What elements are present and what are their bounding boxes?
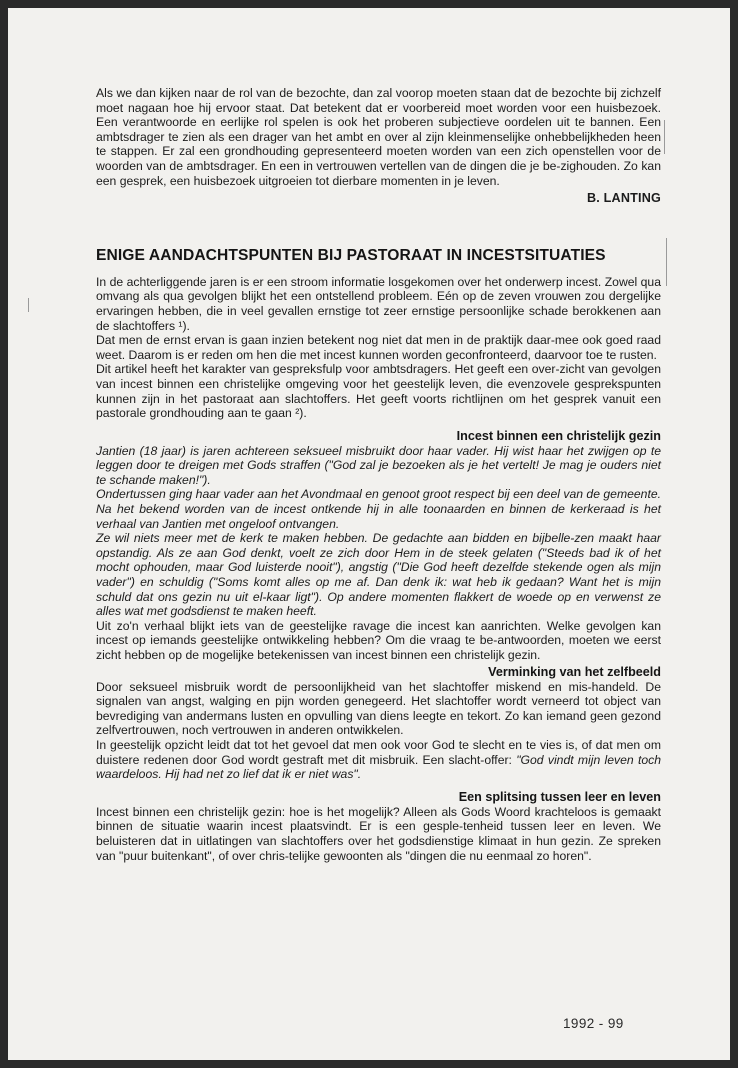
author-signature: B. LANTING [586, 191, 661, 206]
article-paragraph [96, 738, 661, 782]
article-paragraph: Dat men de ernst ervan is gaan inzien betekent nog niet dat men in de praktijk daar-mee ook goed raad weet. Daarom is er reden om hen die met incest kunnen worden geconfronteerd, daarvoor toe te rusten. [96, 333, 661, 362]
margin-mark [666, 238, 667, 286]
case-paragraph: Ondertussen ging haar vader aan het Avondmaal en genoot groot respect bij een deel van de gemeente. Na het bekend worden van de incest ontkende hij in alle toonaarden en binnen de kerkeraad is het verhaal van Jantien met ongeloof ontvangen. [96, 487, 661, 531]
margin-mark [28, 298, 29, 312]
article-paragraph: Door seksueel misbruik wordt de persoonlijkheid van het slachtoffer miskend en mis-handeld. De signalen van angst, walging en pijn worden genegeerd. Het slachtoffer wordt verneerd tot object van bevrediging van andermans lusten en opvulling van diens leegte en tekort. Zo kan iemand geen gezond zelfvertrouwen, noch vertrouwen in anderen ontwikkelen. [96, 679, 661, 738]
victim-quote: "God vindt mijn leven toch waardeloos. Hij had net zo lief dat ik er niet was". [96, 752, 661, 782]
case-paragraph: Ze wil niets meer met de kerk te maken hebben. De gedachte aan bidden en bijbelle-zen maakt haar opstandig. Als ze aan God denkt, voelt ze zich door Hem in de steek gelaten ("Steeds bad ik of het mocht ophouden, maar God luisterde nooit"), angstig ("Die God heeft dezelfde stekende ogen als mijn vader") en schuldig ("Soms komt alles op me af. Dan denk ik: wat heb ik gedaan? Want het is mijn schuld dat ons gezin nu uit el-kaar ligt"). Op andere momenten flakkert de woede op en verwenst ze alles wat met godsdienst te maken heeft. [96, 531, 661, 619]
article-title: ENIGE AANDACHTSPUNTEN BIJ PASTORAAT IN INCESTSITUATIES [96, 246, 606, 264]
article-paragraph: In de achterliggende jaren is er een stroom informatie losgekomen over het onderwerp incest. Zowel qua omvang als qua gevolgen blijkt het een ontstellend probleem. Eén op de zeven vrouwen zou dergelijke ervaringen hebben, die in veel gevallen ernstige tot zeer ernstige persoonlijke schade berokkenen aan de slachtoffers ¹). [96, 274, 661, 333]
page-number: 1992 - 99 [563, 1016, 624, 1031]
section-heading: Verminking van het zelfbeeld [488, 664, 661, 679]
margin-mark [664, 120, 665, 154]
article-paragraph: Uit zo'n verhaal blijkt iets van de geestelijke ravage die incest kan aanrichten. Welke gevolgen kan incest op iemands geestelijke ontwikkeling hebben? Om die vraag te be-antwoorden, moeten we eerst zicht hebben op de mogelijke betekenissen van incest binnen een christelijk gezin. [96, 618, 661, 662]
article-paragraph: Dit artikel heeft het karakter van gespreksfulp voor ambtsdragers. Het geeft een over-zicht van gevolgen van incest binnen een christelijke omgeving voor het geestelijk leven, die evenzovele gesprekspunten kunnen zijn in het pastoraat aan slachtoffers. Het geeft voorts richtlijnen om het gesprek vanuit een pastorale grondhouding aan te gaan ²). [96, 362, 661, 421]
intro-paragraph: Als we dan kijken naar de rol van de bezochte, dan zal voorop moeten staan dat de bezochte bij zichzelf moet nagaan hoe hij ervoor staat. Dat betekent dat er voorbereid moet worden voor een huisbezoek. Een verantwoorde en eerlijke rol spelen is ook het proberen subjectieve oordelen uit te bannen. Een ambtsdrager te zien als een drager van het ambt en over al zijn kleinmenselijke onhebbelijkheden heen te stappen. Er zal een grondhouding gepresenteerd moeten worden van een zich openstellen voor de woorden van de ambtsdrager. En een in vertrouwen vertellen van de dingen die je be-zighouden. Zo kan een gesprek, een huisbezoek uitgroeien tot dierbare momenten in je leven. [96, 86, 661, 188]
article-paragraph: Incest binnen een christelijk gezin: hoe is het mogelijk? Alleen als Gods Woord krachteloos is gemaakt binnen de situatie waarin incest plaatsvindt. Er is een gesple-tenheid tussen leer en leven. We beluisteren dat in uitlatingen van slachtoffers over het godsdienstige klimaat in hun gezin. Ze spreken van "puur buitenkant", of over chris-telijke gewoonten als "dingen die nu eenmaal zo horen". [96, 804, 661, 863]
document-page [8, 8, 730, 1060]
section-heading: Een splitsing tussen leer en leven [458, 789, 661, 804]
section-heading: Incest binnen een christelijk gezin [456, 428, 661, 443]
article-content [96, 86, 661, 863]
case-paragraph: Jantien (18 jaar) is jaren achtereen seksueel misbruikt door haar vader. Hij wist haar het zwijgen op te leggen door te dreigen met Gods straffen ("God zal je bezoeken als je het vertelt! Je mag je ouders niet te schande maken!"). [96, 443, 661, 487]
paragraph-text: In geestelijk opzicht leidt dat tot het gevoel dat men ook voor God te slecht en te vies is, of dat men om duistere redenen door God wordt gestraft met dit misbruik. Een slacht-offer: [96, 737, 661, 767]
